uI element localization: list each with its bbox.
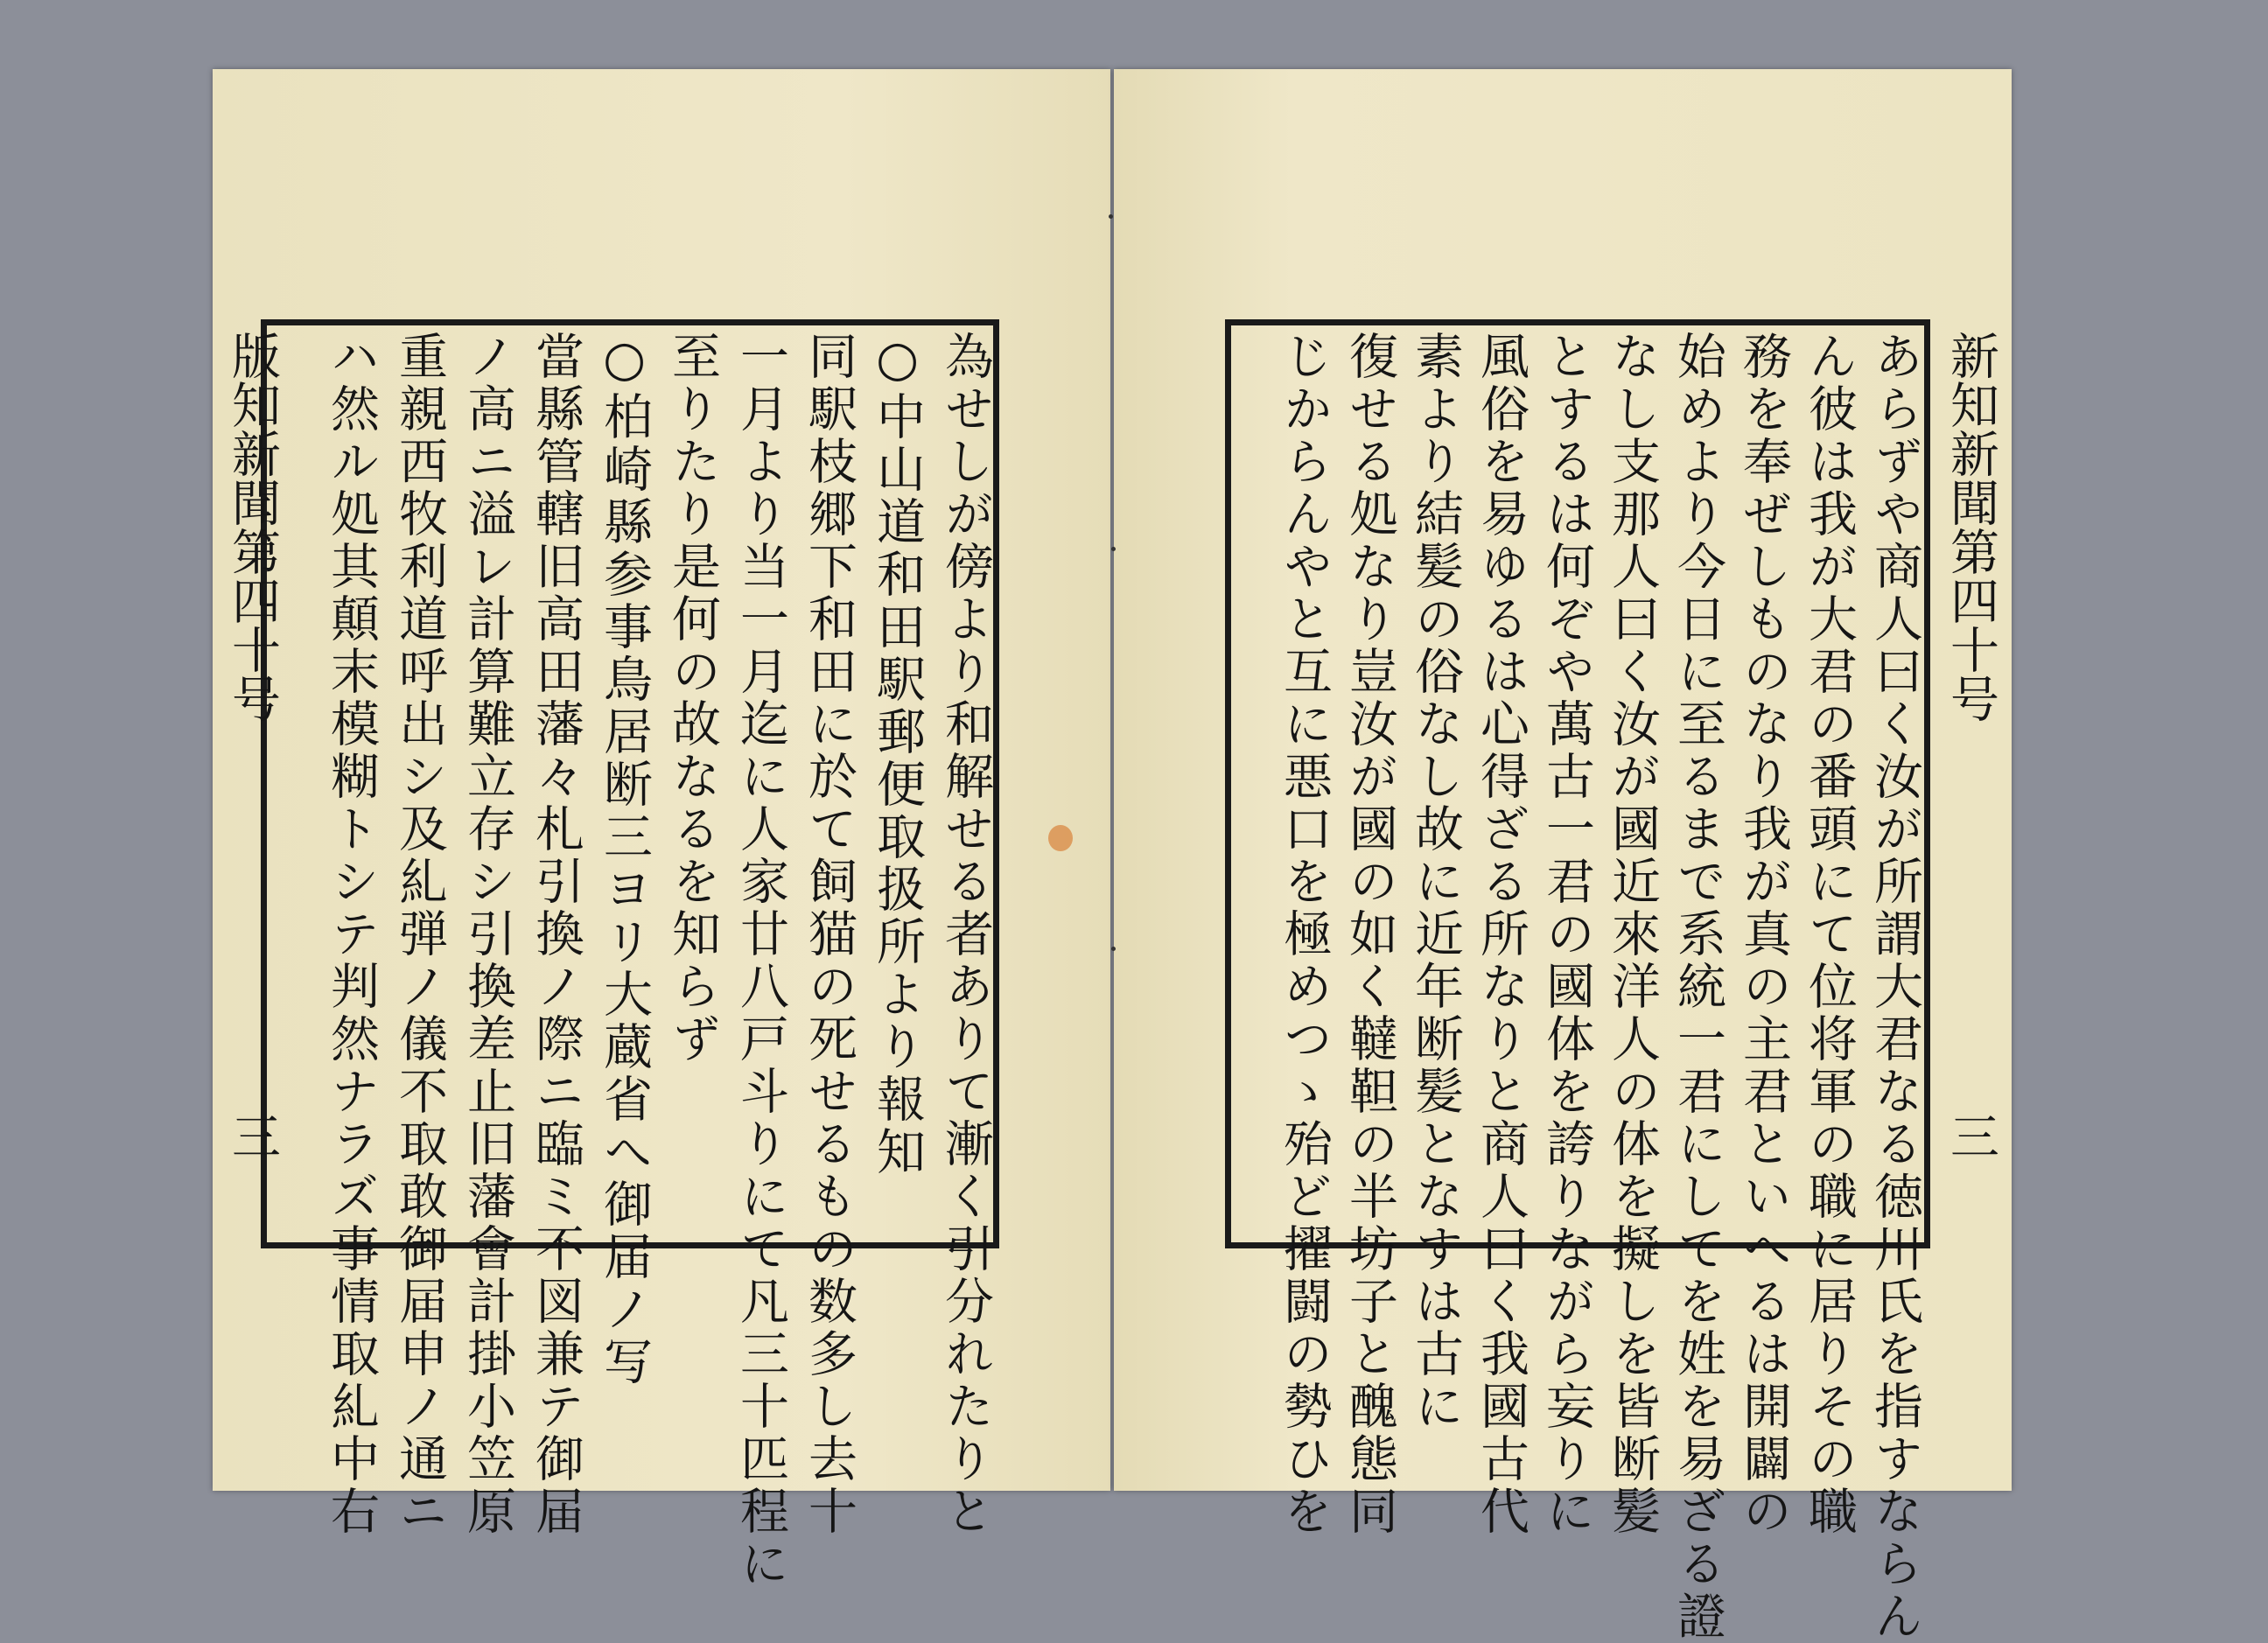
text-column: 務を奉ぜしものなり我が真の主君といへるは開闢の — [1735, 331, 1792, 1538]
text-column: 風俗を易ゆるは心得ざる所なりと商人曰く我國古代 — [1473, 331, 1530, 1538]
binding-hole — [1109, 214, 1113, 219]
side-title: 新知新聞 — [1942, 331, 1999, 527]
text-column: 始めより今日に至るまで系統一君にしてを姓を易ざる證 — [1670, 331, 1726, 1643]
text-column: あらずや商人曰く汝が所謂大君なる徳川氏を指すならん — [1866, 331, 1923, 1643]
text-column: ん彼は我が大君の番頭にて位将軍の職に居りその職 — [1801, 331, 1858, 1538]
text-column: 當縣管轄旧高田藩々札引換ノ際ニ臨ミ不図兼テ御届 — [528, 331, 584, 1538]
text-column: 至りたり是何の故なるを知らず — [664, 331, 721, 1066]
binding-hole — [1111, 947, 1116, 951]
library-seal — [1048, 825, 1073, 851]
text-column: 同駅枝郷下和田に於て飼猫の死せるもの数多し去十 — [801, 331, 858, 1538]
text-column: ハ然ル処其顛末模糊トシテ判然ナラズ事情取糺中右 — [323, 331, 380, 1538]
side-issue: 第四十号 — [224, 527, 281, 723]
left-page-number: 三 — [224, 1111, 281, 1160]
text-column: じからんやと互に悪口を極めつゝ殆ど擢闘の勢ひを — [1276, 331, 1333, 1538]
text-column: 為せしが傍より和解せる者ありて漸く引分れたりと — [937, 331, 994, 1538]
text-column: ノ高ニ溢レ計算難立存シ引換差止旧藩會計掛小笠原 — [459, 331, 516, 1538]
text-column: ○中山道和田駅郵便取扱所より報知 — [869, 331, 926, 1178]
side-title: 版知新聞 — [224, 331, 281, 527]
text-column: 重親西牧利道呼出シ及糺弾ノ儀不取敢御届申ノ通ニ — [391, 331, 448, 1538]
text-column: ○柏崎縣参事鳥居断三ヨリ大蔵省へ御届ノ写 — [596, 331, 653, 1388]
text-column: とするは何ぞや萬古一君の國体を誇りながら妄りに — [1538, 331, 1595, 1538]
right-page-number: 三 — [1942, 1111, 1999, 1160]
side-issue: 第四十号 — [1942, 527, 1999, 723]
right-side-header — [1936, 331, 2006, 723]
binding-hole — [1111, 547, 1116, 551]
text-column: 一月より当一月迄に人家廿八戸斗りにて凡三十匹程に — [732, 331, 789, 1591]
left-side-header — [217, 331, 287, 723]
text-column: 素より結髪の俗なし故に近年断髪となすは古に — [1407, 331, 1464, 1433]
text-column: なし支那人曰く汝が國近來洋人の体を擬しを皆断髪 — [1604, 331, 1661, 1538]
text-column: 復せる処なり豈汝が國の如く韃靼の半坊子と醜態同 — [1341, 331, 1398, 1538]
